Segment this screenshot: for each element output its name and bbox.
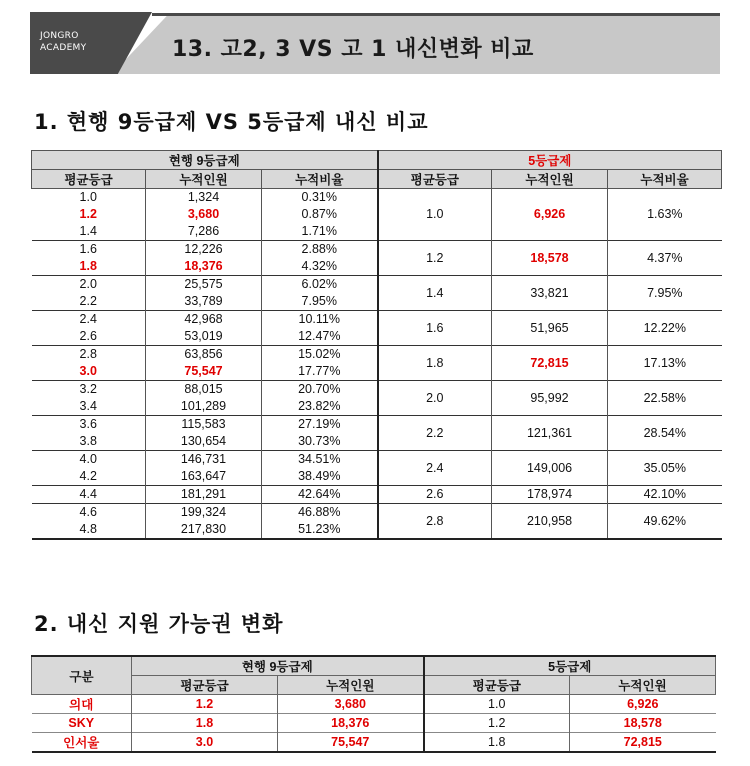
cell-count: 1,324 <box>146 189 262 207</box>
cell-count: 18,376 <box>146 258 262 276</box>
section2-title: 2. 내신 지원 가능권 변화 <box>34 612 284 636</box>
cell-5-grade: 2.8 <box>378 504 492 540</box>
cell-ratio: 30.73% <box>298 434 341 448</box>
cell-ratio: 38.49% <box>298 469 341 483</box>
cell-g5: 1.2 <box>424 714 570 733</box>
cell-5-count: 178,974 <box>492 486 608 504</box>
cell-5-ratio: 49.62% <box>608 504 722 540</box>
cell-5-grade: 1.4 <box>378 276 492 311</box>
admission-range-table <box>31 655 716 753</box>
cell-grade: 1.4 <box>32 223 146 241</box>
cell-5-ratio: 7.95% <box>608 276 722 311</box>
cell-ratio: 51.23% <box>262 521 378 539</box>
cell-c5: 72,815 <box>570 733 716 753</box>
table-body <box>32 695 716 753</box>
group-header-current: 현행 9등급제 <box>132 656 424 676</box>
cell-label: 인서울 <box>32 733 132 753</box>
cell-g5: 1.0 <box>424 695 570 714</box>
cell-5-count: 33,821 <box>492 276 608 311</box>
banner-line <box>152 13 720 16</box>
col-header: 누적인원 <box>278 676 424 695</box>
cell-count: 101,289 <box>146 398 262 416</box>
cell-5-grade: 1.0 <box>378 189 492 241</box>
col-header: 누적비율 <box>608 170 722 189</box>
cell-ratio: 34.51% <box>262 451 378 469</box>
cell-5-grade: 2.0 <box>378 381 492 416</box>
table-row <box>32 504 722 522</box>
col-header: 평균등급 <box>132 676 278 695</box>
cell-ratio: 7.95% <box>301 294 337 308</box>
cell-ratio: 6.02% <box>262 276 378 294</box>
table-row <box>32 416 722 434</box>
group-header-new: 5등급제 <box>424 656 716 676</box>
cell-grade: 3.4 <box>32 398 146 416</box>
cell-ratio: 17.77% <box>298 364 341 378</box>
table-row <box>32 241 722 259</box>
cell-5-count: 95,992 <box>492 381 608 416</box>
cell-5-ratio: 4.37% <box>608 241 722 276</box>
cell-5-ratio: 35.05% <box>608 451 722 486</box>
table-row <box>32 695 716 714</box>
cell-grade: 3.6 <box>32 416 146 434</box>
cell-count: 63,856 <box>146 346 262 364</box>
table-row <box>32 486 722 504</box>
col-header-category: 구분 <box>32 656 132 695</box>
cell-c9: 75,547 <box>278 733 424 753</box>
cell-grade: 4.4 <box>32 486 146 504</box>
table-row <box>32 451 722 469</box>
cell-ratio: 46.88% <box>262 504 378 522</box>
header-banner <box>0 0 750 80</box>
cell-5-grade: 1.6 <box>378 311 492 346</box>
cell-g9: 3.0 <box>132 733 278 753</box>
section1-title: 1. 현행 9등급제 VS 5등급제 내신 비교 <box>34 110 429 134</box>
cell-count: 146,731 <box>146 451 262 469</box>
cell-5-grade: 2.4 <box>378 451 492 486</box>
cell-5-ratio: 17.13% <box>608 346 722 381</box>
cell-grade: 2.0 <box>32 276 146 294</box>
cell-c5: 6,926 <box>570 695 716 714</box>
grade-comparison-table <box>31 150 722 540</box>
cell-grade: 3.8 <box>32 433 146 451</box>
cell-grade: 1.8 <box>32 258 146 276</box>
cell-ratio: 0.87% <box>301 207 337 221</box>
cell-grade: 3.0 <box>32 363 146 381</box>
group-header-current: 현행 9등급제 <box>32 151 378 170</box>
cell-count: 53,019 <box>146 328 262 346</box>
cell-ratio: 12.47% <box>298 329 341 343</box>
cell-count: 42,968 <box>146 311 262 329</box>
cell-5-grade: 1.8 <box>378 346 492 381</box>
cell-grade: 2.6 <box>32 328 146 346</box>
cell-ratio: 2.88% <box>262 241 378 259</box>
table-body <box>32 189 722 540</box>
col-header: 누적인원 <box>570 676 716 695</box>
cell-label: 의대 <box>32 695 132 714</box>
cell-count: 3,680 <box>146 206 262 223</box>
cell-grade: 1.6 <box>32 241 146 259</box>
table-row <box>32 346 722 364</box>
page-title: 13. 고2, 3 VS 고 1 내신변화 비교 <box>172 37 534 62</box>
cell-g9: 1.8 <box>132 714 278 733</box>
cell-count: 199,324 <box>146 504 262 522</box>
cell-5-ratio: 28.54% <box>608 416 722 451</box>
table-row <box>32 733 716 753</box>
col-header: 평균등급 <box>378 170 492 189</box>
cell-5-count: 121,361 <box>492 416 608 451</box>
cell-count: 33,789 <box>146 293 262 311</box>
cell-ratio: 4.32% <box>301 259 337 273</box>
cell-ratio: 42.64% <box>262 486 378 504</box>
cell-c5: 18,578 <box>570 714 716 733</box>
logo-line2: ACADEMY <box>40 43 87 53</box>
table-row <box>32 381 722 399</box>
cell-grade: 4.6 <box>32 504 146 522</box>
cell-ratio: 23.82% <box>298 399 341 413</box>
table-row <box>32 276 722 294</box>
col-header: 누적비율 <box>262 170 378 189</box>
cell-grade: 4.0 <box>32 451 146 469</box>
table-row <box>32 189 722 207</box>
cell-grade: 3.2 <box>32 381 146 399</box>
cell-count: 7,286 <box>146 223 262 241</box>
cell-g9: 1.2 <box>132 695 278 714</box>
cell-5-count: 6,926 <box>492 189 608 241</box>
cell-5-ratio: 22.58% <box>608 381 722 416</box>
cell-c9: 3,680 <box>278 695 424 714</box>
cell-ratio: 10.11% <box>262 311 378 329</box>
cell-ratio: 15.02% <box>262 346 378 364</box>
cell-count: 181,291 <box>146 486 262 504</box>
group-header-new: 5등급제 <box>378 151 722 170</box>
cell-grade: 2.4 <box>32 311 146 329</box>
cell-count: 217,830 <box>146 521 262 539</box>
col-header: 평균등급 <box>32 170 146 189</box>
col-header: 누적인원 <box>492 170 608 189</box>
cell-5-grade: 1.2 <box>378 241 492 276</box>
cell-ratio: 27.19% <box>262 416 378 434</box>
cell-5-count: 51,965 <box>492 311 608 346</box>
cell-5-count: 210,958 <box>492 504 608 540</box>
cell-count: 25,575 <box>146 276 262 294</box>
cell-count: 75,547 <box>146 363 262 381</box>
cell-5-ratio: 12.22% <box>608 311 722 346</box>
cell-5-grade: 2.6 <box>378 486 492 504</box>
cell-count: 115,583 <box>146 416 262 434</box>
cell-5-count: 18,578 <box>492 241 608 276</box>
cell-grade: 4.2 <box>32 468 146 486</box>
cell-ratio: 1.71% <box>301 224 337 238</box>
cell-count: 12,226 <box>146 241 262 259</box>
cell-5-grade: 2.2 <box>378 416 492 451</box>
cell-grade: 2.8 <box>32 346 146 364</box>
cell-5-count: 72,815 <box>492 346 608 381</box>
cell-ratio: 20.70% <box>262 381 378 399</box>
logo <box>40 30 86 54</box>
cell-count: 88,015 <box>146 381 262 399</box>
cell-5-ratio: 42.10% <box>608 486 722 504</box>
cell-c9: 18,376 <box>278 714 424 733</box>
col-header: 평균등급 <box>424 676 570 695</box>
cell-5-ratio: 1.63% <box>647 207 683 221</box>
cell-grade: 1.0 <box>32 189 146 207</box>
cell-label: SKY <box>32 714 132 733</box>
cell-5-count: 149,006 <box>492 451 608 486</box>
cell-g5: 1.8 <box>424 733 570 753</box>
cell-count: 163,647 <box>146 468 262 486</box>
cell-grade: 2.2 <box>32 293 146 311</box>
cell-count: 130,654 <box>146 433 262 451</box>
cell-ratio: 0.31% <box>301 190 337 204</box>
cell-grade: 1.2 <box>32 206 146 223</box>
table-row <box>32 714 716 733</box>
cell-grade: 4.8 <box>32 521 146 539</box>
table-row <box>32 311 722 329</box>
logo-line1: JONGRO <box>40 31 79 41</box>
col-header: 누적인원 <box>146 170 262 189</box>
